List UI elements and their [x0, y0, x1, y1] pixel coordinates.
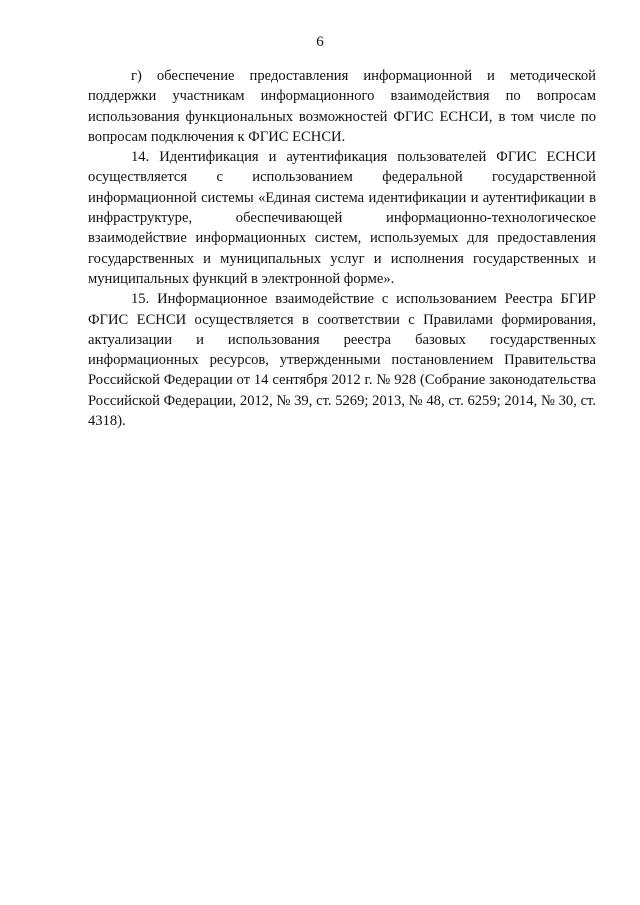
- page-number: 6: [316, 34, 324, 50]
- document-body: [88, 66, 596, 431]
- paragraph-15-information-interaction: 15. Информационное взаимодействие с использованием Реестра БГИР ФГИС ЕСНСИ осуществляется в соответствии с Правилами формирования, актуализации и использования реестра базовых государственных информационных ресурсов, утвержденными постановлением Правительства Российской Федерации от 14 сентября 2012 г. № 928 (Собрание законодательства Российской Федерации, 2012, № 39, ст. 5269; 2013, № 48, ст. 6259; 2014, № 30, ст. 4318).: [88, 291, 596, 430]
- paragraph-14-identification: 14. Идентификация и аутентификация пользователей ФГИС ЕСНСИ осуществляется с использованием федеральной государственной информационной системы «Единая система идентификации и аутентификации в инфраструктуре, обеспечивающей информационно-технологическое взаимодействие информационных систем, используемых для предоставления государственных и муниципальных услуг и исполнения государственных и муниципальных функций в электронной форме».: [88, 149, 596, 287]
- paragraph-item-g: г) обеспечение предоставления информационной и методической поддержки участникам информационного взаимодействия по вопросам использования функциональных возможностей ФГИС ЕСНСИ, в том числе по вопросам подключения к ФГИС ЕСНСИ.: [88, 68, 596, 145]
